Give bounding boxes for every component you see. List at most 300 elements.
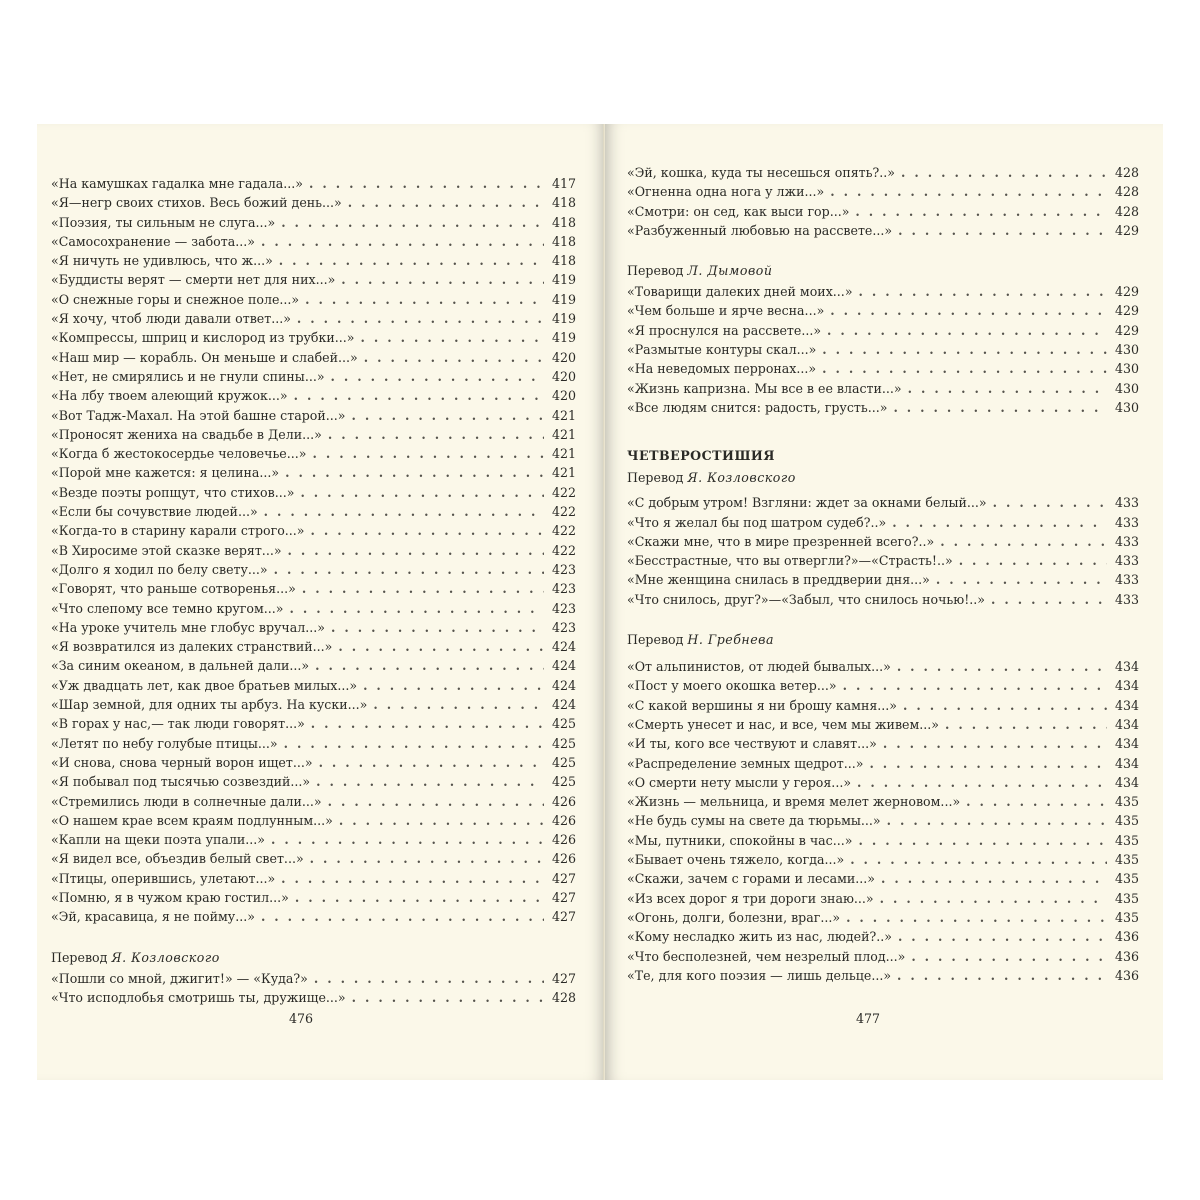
toc-entry <box>51 969 576 988</box>
dot-leader <box>264 502 544 521</box>
entry-title: «Везде поэты ропщут, что стихов...» <box>51 484 295 500</box>
entry-title: «О нашем крае всем краям подлунным...» <box>51 812 333 828</box>
dot-leader <box>364 348 544 367</box>
entry-title: «Бесстрастные, что вы отвергли?»—«Страсть!..» <box>627 553 953 569</box>
entry-page-number: 433 <box>1114 591 1139 607</box>
dot-leader <box>341 270 544 289</box>
entry-title: «Те, для кого поэзия — лишь дельце...» <box>627 967 892 983</box>
entry-page-number: 420 <box>551 388 576 404</box>
toc-entry <box>51 869 576 888</box>
translator-name: Н. Гребнева <box>687 632 775 648</box>
entry-page-number: 422 <box>551 542 576 558</box>
entry-title: «Скажи, зачем с горами и лесами...» <box>627 871 875 887</box>
dot-leader <box>295 888 544 907</box>
toc-entry <box>51 907 576 926</box>
entry-page-number: 419 <box>551 311 576 327</box>
dot-leader <box>945 715 1107 734</box>
toc-entry <box>627 754 1139 773</box>
entry-title: «Распределение земных щедрот...» <box>627 755 864 771</box>
entry-page-number: 427 <box>551 970 576 986</box>
dot-leader <box>309 174 544 193</box>
entry-page-number: 422 <box>551 504 576 520</box>
entry-page-number: 436 <box>1114 929 1139 945</box>
toc-entry <box>51 656 576 675</box>
dot-leader <box>314 969 544 988</box>
dot-leader <box>261 907 544 926</box>
entry-title: «С какой вершины я ни брошу камня...» <box>627 697 898 713</box>
entry-title: «Проносят жениха на свадьбе в Дели...» <box>51 426 322 442</box>
toc-entry <box>627 734 1139 753</box>
dot-leader <box>827 321 1107 340</box>
dot-leader <box>857 773 1107 792</box>
entry-title: «Поэзия, ты сильным не слуга...» <box>51 214 276 230</box>
dot-leader <box>822 340 1107 359</box>
toc-entry <box>627 811 1139 830</box>
dot-leader <box>348 193 544 212</box>
toc-entry <box>51 193 576 212</box>
entry-title: «Кому несладко жить из нас, людей?..» <box>627 929 892 945</box>
dot-leader <box>315 656 544 675</box>
section-title: ЧЕТВЕРОСТИШИЯ <box>627 448 775 464</box>
entry-page-number: 425 <box>551 716 576 732</box>
dot-leader <box>887 811 1107 830</box>
book-spread <box>37 124 1163 1080</box>
dot-leader <box>351 406 543 425</box>
entry-title: «Мне женщина снилась в преддверии дня...» <box>627 572 930 588</box>
entry-page-number: 419 <box>551 272 576 288</box>
entry-title: «В Хиросиме этой сказке верят...» <box>51 542 282 558</box>
left-page <box>37 124 605 1080</box>
entry-title: «Размытые контуры скал...» <box>627 342 817 358</box>
entry-page-number: 423 <box>551 619 576 635</box>
dot-leader <box>339 811 544 830</box>
toc-entry <box>627 966 1139 985</box>
toc-entry <box>51 444 576 463</box>
entry-page-number: 435 <box>1114 794 1139 810</box>
entry-page-number: 426 <box>551 812 576 828</box>
dot-leader <box>908 379 1107 398</box>
translator-heading: Перевод Н. Гребнева <box>627 632 775 648</box>
page-number: 477 <box>856 1011 881 1026</box>
right-page <box>605 124 1163 1080</box>
toc-entry <box>51 483 576 502</box>
entry-title: «Порой мне кажется: я целина...» <box>51 465 280 481</box>
page-number: 476 <box>289 1011 314 1026</box>
entry-page-number: 420 <box>551 349 576 365</box>
toc-entry <box>627 398 1139 417</box>
entry-title: «Что я желал бы под шатром судеб?..» <box>627 514 887 530</box>
entry-title: «От альпинистов, от людей бывалых...» <box>627 659 891 675</box>
entry-title: «Что снилось, друг?»—«Забыл, что снилось ночью!..» <box>627 591 985 607</box>
entry-title: «Товарищи далеких дней моих...» <box>627 284 853 300</box>
entry-title: «Я ничуть не удивлюсь, что ж...» <box>51 253 273 269</box>
toc-entry <box>627 513 1139 532</box>
dot-leader <box>903 696 1107 715</box>
dot-leader <box>373 695 544 714</box>
entry-page-number: 435 <box>1114 852 1139 868</box>
toc-entry <box>51 695 576 714</box>
entry-title: «Жизнь — мельница, и время мелет жерновом...» <box>627 794 961 810</box>
dot-leader <box>352 988 544 1007</box>
toc-entry <box>627 282 1139 301</box>
entry-title: «Птицы, оперившись, улетают...» <box>51 870 276 886</box>
toc-entry <box>627 221 1139 240</box>
entry-page-number: 434 <box>1114 697 1139 713</box>
dot-leader <box>338 637 544 656</box>
right-page-contents <box>627 163 1139 985</box>
dot-leader <box>846 908 1107 927</box>
dot-leader <box>991 590 1107 609</box>
toc-entry <box>627 869 1139 888</box>
entry-page-number: 433 <box>1114 572 1139 588</box>
toc-entry <box>627 202 1139 221</box>
dot-leader <box>898 221 1107 240</box>
dot-leader <box>274 560 544 579</box>
dot-leader <box>290 599 544 618</box>
toc-entry <box>627 927 1139 946</box>
entry-page-number: 434 <box>1114 659 1139 675</box>
left-entry-list-2 <box>51 969 576 1008</box>
dot-leader <box>284 734 544 753</box>
dot-leader <box>300 483 544 502</box>
entry-page-number: 421 <box>551 426 576 442</box>
toc-entry <box>51 367 576 386</box>
entry-title: «На уроке учитель мне глобус вручал...» <box>51 619 325 635</box>
dot-leader <box>993 493 1107 512</box>
entry-page-number: 417 <box>551 176 576 191</box>
translator-name: Я. Козловского <box>687 470 796 486</box>
entry-page-number: 429 <box>1114 222 1139 238</box>
translator-heading: Перевод Я. Козловского <box>627 470 796 486</box>
toc-entry <box>627 850 1139 869</box>
entry-page-number: 434 <box>1114 716 1139 732</box>
entry-title: «Что исподлобья смотришь ты, дружище...» <box>51 989 346 1005</box>
dot-leader <box>892 513 1107 532</box>
entry-title: «Бывает очень тяжело, когда...» <box>627 852 845 868</box>
dot-leader <box>901 163 1107 182</box>
dot-leader <box>271 830 544 849</box>
entry-title: «Пост у моего окошка ветер...» <box>627 678 837 694</box>
entry-page-number: 426 <box>551 793 576 809</box>
dot-leader <box>281 213 544 232</box>
entry-page-number: 422 <box>551 523 576 539</box>
toc-entry <box>51 213 576 232</box>
toc-entry <box>51 309 576 328</box>
toc-entry <box>51 792 576 811</box>
toc-entry <box>51 270 576 289</box>
entry-page-number: 423 <box>551 581 576 597</box>
entry-title: «И ты, кого все чествуют и славят...» <box>627 736 877 752</box>
toc-entry <box>51 290 576 309</box>
toc-entry <box>627 301 1139 320</box>
entry-page-number: 424 <box>551 697 576 713</box>
toc-entry <box>51 406 576 425</box>
entry-page-number: 430 <box>1114 342 1139 358</box>
entry-title: «Эй, красавица, я не пойму...» <box>51 909 255 925</box>
entry-title: «Летят по небу голубые птицы...» <box>51 735 278 751</box>
entry-title: «На камушках гадалка мне гадала...» <box>51 176 303 191</box>
toc-entry <box>627 321 1139 340</box>
entry-page-number: 426 <box>551 851 576 867</box>
entry-title: «Я проснулся на рассвете...» <box>627 322 822 338</box>
entry-page-number: 418 <box>551 214 576 230</box>
toc-entry <box>51 830 576 849</box>
entry-title: «Жизнь капризна. Мы все в ее власти...» <box>627 380 902 396</box>
entry-page-number: 421 <box>551 465 576 481</box>
entry-page-number: 429 <box>1114 303 1139 319</box>
entry-page-number: 425 <box>551 774 576 790</box>
dot-leader <box>331 618 544 637</box>
left-entry-list <box>51 174 576 927</box>
toc-entry <box>627 182 1139 201</box>
dot-leader <box>302 579 544 598</box>
dot-leader <box>959 551 1107 570</box>
entry-page-number: 425 <box>551 735 576 751</box>
entry-page-number: 433 <box>1114 553 1139 569</box>
toc-entry <box>51 521 576 540</box>
entry-title: «Мы, путники, спокойны в час...» <box>627 832 853 848</box>
entry-title: «Говорят, что раньше сотворенья...» <box>51 581 296 597</box>
entry-title: «Смотри: он сед, как выси гор...» <box>627 203 850 219</box>
entry-title: «Шар земной, для одних ты арбуз. На куски...» <box>51 697 368 713</box>
toc-entry <box>627 532 1139 551</box>
entry-page-number: 434 <box>1114 755 1139 771</box>
entry-title: «Когда б жестокосердье человечье...» <box>51 446 307 462</box>
entry-page-number: 427 <box>551 889 576 905</box>
toc-entry <box>627 676 1139 695</box>
dot-leader <box>328 792 544 811</box>
toc-entry <box>627 773 1139 792</box>
entry-title: «Все людям снится: радость, грусть...» <box>627 399 888 415</box>
dot-leader <box>261 232 544 251</box>
toc-entry <box>51 425 576 444</box>
entry-page-number: 422 <box>551 484 576 500</box>
toc-entry <box>627 889 1139 908</box>
dot-leader <box>869 754 1107 773</box>
entry-page-number: 424 <box>551 677 576 693</box>
entry-title: «И снова, снова черный ворон ищет...» <box>51 754 313 770</box>
toc-entry <box>51 734 576 753</box>
toc-entry <box>51 753 576 772</box>
toc-entry <box>51 560 576 579</box>
entry-title: «Не будь сумы на свете да тюрьмы...» <box>627 813 881 829</box>
translator-name: Л. Дымовой <box>687 263 773 279</box>
entry-page-number: 429 <box>1114 284 1139 300</box>
toc-entry <box>627 947 1139 966</box>
entry-page-number: 424 <box>551 658 576 674</box>
entry-title: «За синим океаном, в дальней дали...» <box>51 658 310 674</box>
dot-leader <box>328 425 544 444</box>
entry-page-number: 435 <box>1114 909 1139 925</box>
entry-page-number: 436 <box>1114 967 1139 983</box>
entry-title: «На лбу твоем алеющий кружок...» <box>51 388 288 404</box>
entry-page-number: 427 <box>551 909 576 925</box>
dot-leader <box>843 676 1107 695</box>
dot-leader <box>281 869 544 888</box>
dot-leader <box>893 398 1107 417</box>
dot-leader <box>319 753 544 772</box>
entry-page-number: 418 <box>551 195 576 211</box>
toc-entry <box>627 792 1139 811</box>
entry-title: «Самосохранение — забота...» <box>51 233 255 249</box>
dot-leader <box>331 367 544 386</box>
right-entry-list-4 <box>627 657 1139 985</box>
entry-title: «Я побывал под тысячью созвездий...» <box>51 774 311 790</box>
entry-page-number: 421 <box>551 446 576 462</box>
entry-page-number: 428 <box>1114 165 1139 180</box>
dot-leader <box>897 966 1107 985</box>
entry-title: «Я хочу, чтоб люди давали ответ...» <box>51 311 291 327</box>
toc-entry <box>627 715 1139 734</box>
entry-title: «Скажи мне, что в мире презренней всего?..» <box>627 533 935 549</box>
dot-leader <box>312 444 543 463</box>
toc-entry <box>627 379 1139 398</box>
toc-entry <box>627 831 1139 850</box>
entry-page-number: 433 <box>1114 533 1139 549</box>
entry-page-number: 433 <box>1114 514 1139 530</box>
translator-name: Я. Козловского <box>111 949 220 965</box>
entry-page-number: 424 <box>551 639 576 655</box>
entry-page-number: 434 <box>1114 774 1139 790</box>
translator-heading: Перевод Я. Козловского <box>51 949 220 965</box>
entry-page-number: 418 <box>551 253 576 269</box>
entry-title: «Компрессы, шприц и кислород из трубки...» <box>51 330 355 346</box>
entry-title: «Когда-то в старину карали строго...» <box>51 523 305 539</box>
entry-title: «В горах у нас,— так люди говорят...» <box>51 716 305 732</box>
dot-leader <box>911 947 1107 966</box>
entry-page-number: 434 <box>1114 736 1139 752</box>
toc-entry <box>51 888 576 907</box>
dot-leader <box>297 309 544 328</box>
toc-entry <box>627 340 1139 359</box>
entry-title: «Помню, я в чужом краю гостил...» <box>51 889 289 905</box>
toc-entry <box>51 618 576 637</box>
entry-title: «Капли на щеки поэта упали...» <box>51 832 266 848</box>
dot-leader <box>310 849 544 868</box>
entry-title: «Огонь, долги, болезни, враг...» <box>627 909 841 925</box>
entry-page-number: 419 <box>551 291 576 307</box>
toc-entry <box>51 811 576 830</box>
entry-page-number: 423 <box>551 600 576 616</box>
entry-title: «Из всех дорог я три дороги знаю...» <box>627 890 874 906</box>
toc-entry <box>51 772 576 791</box>
translator-heading: Перевод Л. Дымовой <box>627 263 773 279</box>
entry-title: «О снежные горы и снежное поле...» <box>51 291 300 307</box>
right-entry-list-2 <box>627 282 1139 417</box>
dot-leader <box>936 570 1107 589</box>
toc-entry <box>51 988 576 1007</box>
toc-entry <box>627 359 1139 378</box>
toc-entry <box>51 676 576 695</box>
entry-page-number: 430 <box>1114 380 1139 396</box>
dot-leader <box>855 202 1107 221</box>
entry-title: «Я—негр своих стихов. Весь божий день...» <box>51 195 342 211</box>
entry-title: «Смерть унесет и нас, и все, чем мы живем...» <box>627 716 940 732</box>
entry-page-number: 418 <box>551 233 576 249</box>
dot-leader <box>822 359 1107 378</box>
dot-leader <box>966 792 1107 811</box>
entry-title: «Пошли со мной, джигит!» — «Куда?» <box>51 970 308 986</box>
entry-page-number: 426 <box>551 832 576 848</box>
entry-page-number: 425 <box>551 754 576 770</box>
dot-leader <box>294 386 544 405</box>
entry-page-number: 421 <box>551 407 576 423</box>
dot-leader <box>311 714 544 733</box>
toc-entry <box>51 849 576 868</box>
dot-leader <box>311 521 544 540</box>
toc-entry <box>51 232 576 251</box>
entry-title: «Что бесполезней, чем незрелый плод...» <box>627 948 906 964</box>
dot-leader <box>881 869 1107 888</box>
entry-title: «Что слепому все темно кругом...» <box>51 600 284 616</box>
entry-title: «Чем больше и ярче весна...» <box>627 303 825 319</box>
entry-title: «Я возвратился из далеких странствий...» <box>51 639 333 655</box>
toc-entry <box>51 463 576 482</box>
entry-title: «Эй, кошка, куда ты несешься опять?..» <box>627 165 895 180</box>
dot-leader <box>858 831 1107 850</box>
toc-entry <box>51 599 576 618</box>
entry-title: «Буддисты верят — смерти нет для них...» <box>51 272 336 288</box>
toc-entry <box>51 251 576 270</box>
dot-leader <box>316 772 544 791</box>
toc-entry <box>51 174 576 193</box>
right-entry-list-3 <box>627 493 1139 609</box>
entry-page-number: 428 <box>551 989 576 1005</box>
entry-title: «Вот Тадж-Махал. На этой башне старой...» <box>51 407 346 423</box>
entry-page-number: 436 <box>1114 948 1139 964</box>
entry-page-number: 435 <box>1114 832 1139 848</box>
toc-entry <box>51 541 576 560</box>
entry-page-number: 430 <box>1114 399 1139 415</box>
entry-page-number: 433 <box>1114 495 1139 511</box>
entry-page-number: 435 <box>1114 871 1139 887</box>
entry-title: «Нет, не смирялись и не гнули спины...» <box>51 368 325 384</box>
dot-leader <box>305 290 544 309</box>
toc-entry <box>627 163 1139 182</box>
entry-page-number: 420 <box>551 368 576 384</box>
dot-leader <box>880 889 1107 908</box>
entry-page-number: 429 <box>1114 322 1139 338</box>
dot-leader <box>883 734 1107 753</box>
entry-title: «Я видел все, объездив белый свет...» <box>51 851 304 867</box>
dot-leader <box>897 657 1107 676</box>
toc-entry <box>51 637 576 656</box>
entry-title: «Разбуженный любовью на рассвете...» <box>627 222 893 238</box>
dot-leader <box>850 850 1107 869</box>
dot-leader <box>279 251 544 270</box>
toc-entry <box>51 502 576 521</box>
entry-title: «Если бы сочувствие людей...» <box>51 504 258 520</box>
entry-page-number: 423 <box>551 561 576 577</box>
entry-title: «С добрым утром! Взгляни: ждет за окнами белый...» <box>627 495 987 511</box>
toc-entry <box>627 493 1139 512</box>
entry-title: «Огненна одна нога у лжи...» <box>627 184 825 200</box>
toc-entry <box>51 328 576 347</box>
right-entry-list <box>627 163 1139 240</box>
toc-entry <box>51 714 576 733</box>
dot-leader <box>830 301 1107 320</box>
dot-leader <box>859 282 1107 301</box>
toc-entry <box>51 579 576 598</box>
entry-page-number: 435 <box>1114 890 1139 906</box>
toc-entry <box>627 696 1139 715</box>
left-page-contents <box>51 174 576 1007</box>
toc-entry <box>627 551 1139 570</box>
entry-title: «О смерти нету мысли у героя...» <box>627 774 852 790</box>
entry-title: «Наш мир — корабль. Он меньше и слабей...» <box>51 349 358 365</box>
entry-title: «Стремились люди в солнечные дали...» <box>51 793 322 809</box>
dot-leader <box>940 532 1107 551</box>
